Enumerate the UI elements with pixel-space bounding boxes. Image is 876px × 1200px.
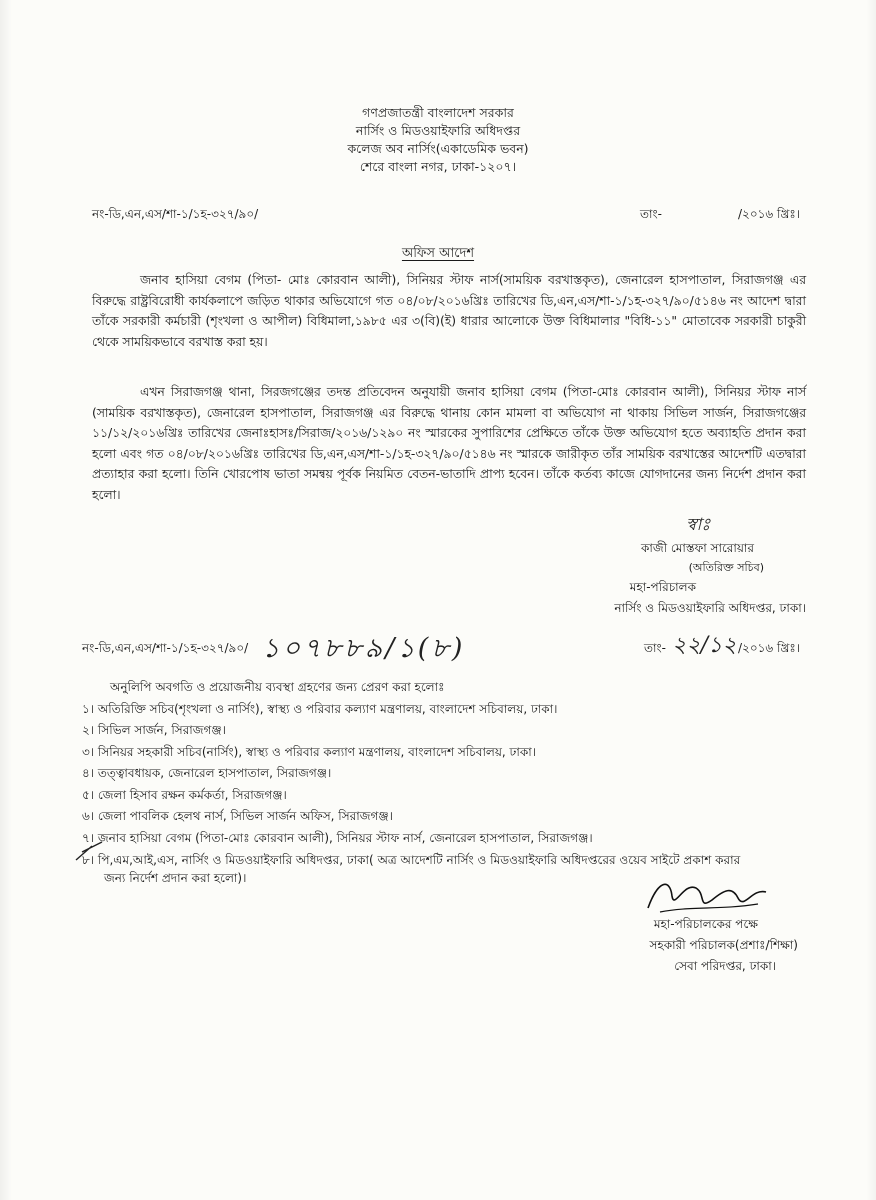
signature-1-text: স্বাঃ	[686, 515, 711, 535]
copy-list-item: ১। অতিরিক্তি সচিব(শৃংখলা ও নার্সিং), স্বাস্থ্য ও পরিবার কল্যাণ মন্ত্রণালয়, বাংলাদেশ সচিবালয়, ঢাকা।	[82, 702, 558, 716]
letterhead-college: কলেজ অব নার্সিং(একাডেমিক ভবন)	[347, 141, 529, 156]
handwritten-memo-number: ১০৭৮৮৯/১(৮)	[262, 633, 466, 664]
signatory-2-block	[486, 914, 806, 977]
letterhead-directorate: নার্সিং ও মিডওয়াইফারি অধিদপ্তর	[355, 123, 521, 138]
copy-list-item: ৫। জেলা হিসাব রক্ষন কর্মকর্তা, সিরাজগঞ্জ।	[82, 788, 287, 802]
order-title: অফিস আদেশ	[401, 246, 475, 261]
signatory-1-note: (অতিরিক্ত সচিব)	[688, 561, 764, 574]
signatory-1-block	[476, 538, 806, 619]
memo-number-top: নং-ডি,এন,এস/শা-১/১হ-৩২৭/৯০/	[92, 207, 259, 221]
letterhead-address: শেরে বাংলা নগর, ঢাকা-১২০৭।	[359, 159, 517, 174]
signatory-1-designation: মহা-পরিচালক	[629, 580, 696, 594]
copy-intro: অনুলিপি অবগতি ও প্রয়োজনীয় ব্যবস্থা গ্রহণের জন্য প্রেরণ করা হলোঃ	[110, 680, 445, 694]
copy-list-item: ৭। জনাব হাসিয়া বেগম (পিতা-মোঃ কোরবান আলী), সিনিয়র স্টাফ নার্স, জেনারেল হাসপাতাল, সিরাজগঞ্জ।	[82, 831, 593, 845]
letterhead-government: গণপ্রজাতন্ত্রী বাংলাদেশ সরকার	[362, 105, 514, 120]
signatory-1-name: কাজী মোস্তফা সারোয়ার	[640, 541, 754, 555]
handwritten-date: ২২/১২	[672, 633, 737, 658]
order-paragraph-2: এখন সিরাজগঞ্জ থানা, সিরজগঞ্জের তদন্ত প্রতিবেদন অনুযায়ী জনাব হাসিয়া বেগম (পিতা-মোঃ কোরবান আলী), সিনিয়র স্টাফ নার্স (সাময়িক বরখাস্তকৃত), জেনারেল হাসপাতাল, সিরাজগঞ্জ এর বিরুদ্ধে থানায় কোন মামলা বা অভিযোগ না থাকায় সিভিল সার্জন, সিরাজগঞ্জের ১১/১২/২০১৬খ্রিঃ তারিখের জেনাঃহাসঃ/সিরাজ/২০১৬/১২৯০ নং স্মারকের সুপারিশের প্রেক্ষিতে তাঁকে উক্ত অভিযোগ হতে অব্যাহতি প্রদান করা হলো এবং গত ০৪/০৮/২০১৬খ্রিঃ তারিখের ডি,এন,এস/শা-১/১হ-৩২৭/৯০/৫১৪৬ নং স্মারকে জারীকৃত তাঁর সাময়িক বরখাস্তের আদেশটি এতদ্বারা প্রত্যাহার করা হলো। তিনি খোরপোষ ভাতা সমন্বয় পূর্বক নিয়মিত বেতন-ভাতাদি প্রাপ্য হবেন। তাঁকে কর্তব্য কাজে যোগদানের জন্য নির্দেশ প্রদান করা হলো।	[92, 385, 806, 502]
date-label-top: তাং-	[640, 207, 662, 221]
signatory-1-office: নার্সিং ও মিডওয়াইফারি অধিদপ্তর, ঢাকা।	[614, 601, 806, 615]
copy-list-item-continuation: জন্য নির্দেশ প্রদান করা হলো)।	[104, 871, 247, 885]
copy-list-item: ৮। পি,এম,আই,এস, নার্সিং ও মিডওয়াইফারি অধিদপ্তর, ঢাকা( অত্র আদেশটি নার্সিং ও মিডওয়াইফারি অধিদপ্তরের ওয়েব সাইটে প্রকাশ করার	[82, 853, 741, 867]
signature-2-scribble	[640, 870, 780, 920]
copy-list-item: ৩। সিনিয়র সহকারী সচিব(নার্সিং), স্বাস্থ্য ও পরিবার কল্যাণ মন্ত্রণালয়, বাংলাদেশ সচিবালয়, ঢাকা।	[82, 745, 536, 759]
copy-list-item: ৪। তত্ত্বাবধায়ক, জেনারেল হাসপাতাল, সিরাজগঞ্জ।	[82, 766, 332, 780]
signatory-2-line3: সেবা পরিদপ্তর, ঢাকা।	[674, 959, 776, 973]
signature-1	[686, 512, 710, 540]
date-value-top: /২০১৬ খ্রিঃ।	[738, 207, 801, 221]
pen-correction-mark	[72, 838, 112, 868]
order-paragraph-1: জনাব হাসিয়া বেগম (পিতা- মোঃ কোরবান আলী), সিনিয়র স্টাফ নার্স(সাময়িক বরখাস্তকৃত), জেনারেল হাসপাতাল, সিরাজগঞ্জ এর বিরুদ্ধে রাষ্ট্রবিরোধী কার্যকলাপে জড়িত থাকার অভিযোগে গত ০৪/০৮/২০১৬খ্রিঃ তারিখের ডি,এন,এস/শা-১/১হ-৩২৭/৯০/৫১৪৬ নং আদেশ দ্বারা তাঁকে সরকারী কর্মচারী (শৃংখলা ও আপীল) বিধিমালা,১৯৮৫ এর ৩(বি)(ই) ধারার আলোকে উক্ত বিধিমালার "বিধি-১১" মোতাবেক সরকারী চাকুরী থেকে সাময়িকভাবে বরখাস্ত করা হয়।	[92, 273, 806, 349]
copy-list-item: ৬। জেলা পাবলিক হেলথ নার্স, সিভিল সার্জন অফিস, সিরাজগঞ্জ।	[82, 809, 393, 823]
date-label-bottom: তাং-	[644, 641, 666, 655]
copy-list-item: ২। সিভিল সার্জন, সিরাজগঞ্জ।	[82, 723, 226, 737]
memo-number-bottom: নং-ডি,এন,এস/শা-১/১হ-৩২৭/৯০/	[82, 641, 249, 655]
signatory-2-line1: মহা-পরিচালকের পক্ষে	[653, 917, 758, 931]
signatory-2-line2: সহকারী পরিচালক(প্রশাঃ/শিক্ষা)	[649, 938, 798, 952]
date-suffix-bottom: /২০১৬ খ্রিঃ।	[738, 641, 801, 655]
letterhead	[0, 104, 876, 176]
